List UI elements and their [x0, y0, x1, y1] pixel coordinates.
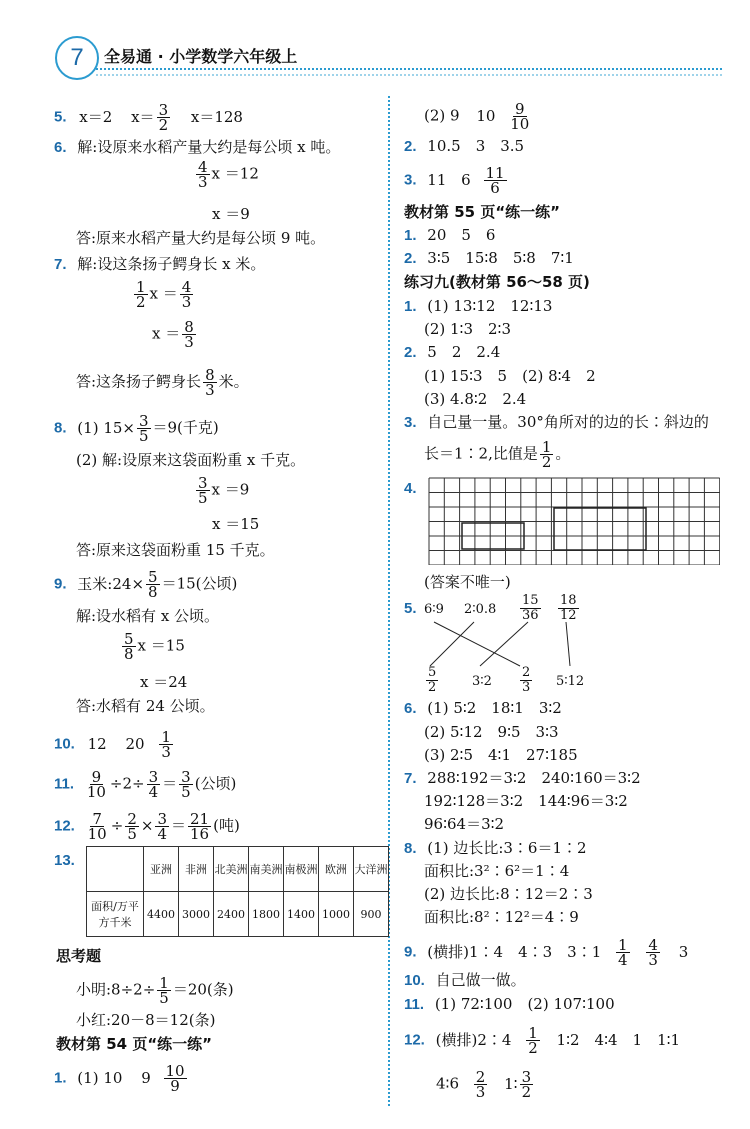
q-number: 10.: [54, 735, 75, 753]
table-cell: 1000: [319, 892, 354, 937]
table-cell: 1400: [284, 892, 319, 937]
den: 3: [184, 333, 194, 351]
ans-text: 答:这条扬子鳄身长: [76, 372, 202, 391]
fraction: [180, 280, 194, 309]
den: 2: [541, 453, 552, 471]
q-number: 7.: [404, 770, 417, 787]
q6-answer: 答:原来水稻产量大约是每公顷 9 吨。: [76, 229, 326, 247]
match-line: [480, 622, 528, 666]
text: (横排)1∶4 4∶3 3∶1: [427, 942, 602, 961]
text: 5 2 2.4: [427, 343, 501, 361]
fraction: [159, 730, 173, 759]
eq-rest: x ＝9: [211, 480, 250, 499]
match-top-4: [556, 594, 581, 623]
text: 1∶2 4∶4 1 1∶1: [556, 1030, 681, 1049]
num: 1: [541, 438, 552, 456]
num: 7: [92, 810, 102, 828]
ex9-q7: [404, 768, 641, 789]
table-cell: 900: [354, 892, 389, 937]
num: 1: [159, 974, 169, 992]
fraction: [520, 594, 541, 623]
fraction: [484, 166, 507, 195]
fraction: [137, 414, 151, 443]
q5-b: x＝: [131, 107, 155, 126]
ex9-q6: [404, 698, 562, 719]
table-cell: [87, 847, 144, 892]
ex9-q4-note: (答案不唯一): [424, 573, 511, 591]
ex9-q1: [404, 296, 552, 317]
den: 2: [428, 680, 437, 695]
q8-eq1: [194, 476, 249, 505]
q-number: 1.: [404, 227, 417, 244]
num: 3: [198, 474, 208, 492]
q-number: 6.: [54, 139, 67, 156]
num: 1: [136, 278, 146, 296]
text: 20 5 6: [427, 226, 496, 244]
q9-eq2: x ＝24: [140, 673, 188, 691]
q-number: 8.: [54, 419, 67, 437]
q-number: 13.: [54, 852, 75, 869]
num: 4: [181, 278, 192, 296]
fraction: [164, 1064, 187, 1093]
q-number: 3.: [404, 414, 417, 431]
fraction: [520, 1070, 534, 1099]
ex9-q2: [404, 342, 500, 363]
unit: (吨): [213, 816, 240, 835]
r2: [404, 136, 524, 157]
ex9-q3b: [424, 440, 570, 469]
ex9-q10: [404, 970, 526, 991]
num: 3: [158, 101, 169, 119]
ex9-q5: [404, 598, 417, 619]
q-number: 4.: [404, 480, 417, 497]
ex9-q12: [404, 1026, 680, 1055]
section-title-p54: 教材第 54 页“练一练”: [56, 1035, 213, 1053]
fraction: [203, 368, 217, 397]
num: 3: [157, 810, 167, 828]
ex9-q8d: 面积比:8²∶12²＝4∶9: [424, 908, 579, 926]
ex9-q4: [404, 478, 417, 499]
text: 288∶192＝3∶2 240∶160＝3∶2: [427, 769, 641, 787]
text: (2) 9: [424, 106, 460, 125]
num: 1: [618, 936, 628, 954]
num: 5: [148, 568, 158, 586]
q5-c: x＝128: [190, 107, 243, 126]
matching-lines: [420, 620, 600, 670]
table-cell: 欧洲: [319, 847, 354, 892]
den: 10: [86, 783, 106, 801]
q8: [54, 414, 219, 443]
table-cell: 南美洲: [249, 847, 284, 892]
num: 21: [190, 810, 210, 828]
fraction: [85, 770, 108, 799]
op: ÷: [110, 816, 124, 835]
q-number: 12.: [404, 1031, 425, 1049]
q9: [54, 570, 237, 599]
ex9-q6c: (3) 2∶5 4∶1 27∶185: [424, 746, 578, 764]
op: ＝: [162, 774, 178, 793]
table-cell: 2400: [214, 892, 249, 937]
q-number: 11.: [54, 775, 75, 793]
match-line: [430, 622, 474, 666]
match-bot-1: [424, 666, 440, 695]
ex9-q7b: 192∶128＝3∶2 144∶96＝3∶2: [424, 792, 628, 810]
num: 9: [91, 768, 102, 786]
den: 2: [158, 116, 169, 134]
header-rule-2: [96, 74, 722, 76]
num: 2: [127, 810, 137, 828]
large-rectangle: [554, 508, 646, 550]
ex9-q6b: (2) 5∶12 9∶5 3∶3: [424, 723, 559, 741]
den: 3: [648, 951, 658, 969]
q-number: 8.: [404, 840, 417, 857]
text: 3: [678, 942, 689, 961]
fraction: [526, 1026, 540, 1055]
fraction: [520, 666, 532, 695]
column-divider: [388, 96, 390, 1106]
q9-l1b: ＝15(公顷): [161, 574, 238, 593]
num: 8: [205, 366, 215, 384]
table-row: [87, 892, 389, 937]
den: 4: [618, 951, 628, 969]
q10-b: 20: [125, 734, 145, 753]
table-header-row: [87, 847, 389, 892]
q7-eq2: [152, 320, 198, 349]
den: 3: [205, 381, 215, 399]
text: ＝20(条): [172, 980, 234, 999]
eq-rest: x ＝15: [137, 636, 185, 655]
table-cell: 大洋洲: [354, 847, 389, 892]
q8-answer: 答:原来这袋面粉重 15 千克。: [76, 541, 275, 559]
num: 5: [428, 665, 437, 680]
num: 8: [184, 318, 194, 336]
q8-p1b: ＝9(千克): [152, 418, 219, 437]
eq-mid: x ＝: [149, 284, 178, 303]
text: 10: [476, 106, 496, 125]
text: 。: [555, 444, 571, 463]
num: 3: [148, 768, 159, 786]
text: 9: [141, 1068, 151, 1087]
q9-eq1: [120, 632, 185, 661]
q6-eq1: [194, 160, 259, 189]
match-top-2: 2∶0.8: [464, 602, 497, 617]
den: 4: [157, 825, 167, 843]
ex9-q7c: 96∶64＝3∶2: [424, 815, 505, 833]
q6-eq2: x ＝9: [212, 205, 250, 223]
fraction: [147, 770, 161, 799]
unit: (公顷): [194, 774, 237, 793]
text: 10.5 3 3.5: [427, 137, 525, 155]
num: 4: [648, 936, 658, 954]
num: 3: [521, 1068, 532, 1086]
fraction: [182, 320, 196, 349]
table-cell: 3000: [179, 892, 214, 937]
q-number: 11.: [404, 996, 425, 1013]
text: (1) 72∶100 (2) 107∶100: [434, 995, 615, 1013]
text: 3∶5 15∶8 5∶8 7∶1: [427, 249, 574, 267]
op: ÷2÷: [109, 774, 145, 793]
fraction: [86, 812, 109, 841]
q7: [54, 254, 265, 275]
den: 3: [475, 1083, 486, 1101]
ex9-q2b: (1) 15∶3 5 (2) 8∶4 2: [424, 367, 596, 385]
den: 10: [87, 825, 107, 843]
match-top-3: [518, 594, 543, 623]
text: (1) 5∶2 18∶1 3∶2: [427, 699, 562, 717]
q10-a: 12: [87, 734, 107, 753]
den: 5: [181, 783, 191, 801]
fraction: [188, 812, 211, 841]
table-row-label: 面积/万平方千米: [87, 892, 144, 937]
den: 2: [521, 1083, 532, 1101]
q-number: 12.: [54, 817, 75, 835]
match-bot-2: 3∶2: [472, 674, 492, 689]
ex9-q8b: 面积比:3²∶6²＝1∶4: [424, 862, 570, 880]
match-bot-3: [518, 666, 534, 695]
fraction: [616, 938, 630, 967]
r0: [424, 102, 533, 131]
ex9-q11: [404, 994, 615, 1015]
den: 5: [127, 825, 137, 843]
q10: [54, 730, 175, 759]
op: ×: [140, 816, 154, 835]
num: 3: [138, 412, 149, 430]
q-number: 2.: [404, 138, 417, 155]
num: 18: [560, 593, 577, 608]
den: 36: [522, 608, 539, 623]
fraction: [540, 440, 554, 469]
ex9-q9: [404, 938, 688, 967]
text: 11: [427, 170, 447, 189]
fraction: [196, 160, 210, 189]
ex9-q8c: (2) 边长比:8∶12＝2∶3: [424, 885, 593, 903]
q11: [54, 770, 236, 799]
q13: [54, 850, 75, 871]
r3: [404, 166, 509, 195]
ex9-q1b: (2) 1∶3 2∶3: [424, 320, 511, 338]
den: 3: [522, 680, 531, 695]
text: (1) 10: [77, 1068, 123, 1087]
fraction: [558, 594, 579, 623]
fraction: [155, 812, 169, 841]
p54-q1: [54, 1064, 189, 1093]
den: 2: [136, 293, 146, 311]
q5: [54, 103, 243, 132]
match-bot-4: 5∶12: [556, 674, 585, 689]
text: 4∶6: [436, 1074, 459, 1093]
q9-l1: 玉米:24×: [77, 574, 145, 593]
table-cell: 南极洲: [284, 847, 319, 892]
page-number-badge: [55, 36, 99, 80]
den: 3: [181, 293, 192, 311]
fraction: [179, 770, 193, 799]
fraction: [426, 666, 438, 695]
q12: [54, 812, 240, 841]
section-title-p55: 教材第 55 页“练一练”: [404, 203, 561, 221]
section-title-ex9: 练习九(教材第 56～58 页): [404, 273, 590, 291]
text: (横排)2∶4: [435, 1030, 512, 1049]
den: 5: [159, 989, 169, 1007]
q5-a: x＝2: [79, 107, 113, 126]
q7-answer: [76, 368, 249, 397]
num: 15: [522, 593, 539, 608]
q-number: 1.: [404, 298, 417, 315]
q9-answer: 答:水稻有 24 公顷。: [76, 697, 215, 715]
header-rule: [96, 68, 722, 70]
text: 长＝1∶2,比值是: [424, 444, 538, 463]
num: 3: [181, 768, 191, 786]
op: ＝: [170, 816, 186, 835]
page-number: 7: [70, 44, 84, 71]
match-line: [566, 622, 570, 666]
table-cell: 1800: [249, 892, 284, 937]
num: 2: [475, 1068, 486, 1086]
q-number: 10.: [404, 972, 425, 989]
q-number: 5.: [54, 108, 67, 126]
num: 5: [124, 630, 134, 648]
table-cell: 亚洲: [144, 847, 179, 892]
ex9-q2c: (3) 4.8∶2 2.4: [424, 390, 527, 408]
think-l1: [76, 976, 234, 1005]
den: 10: [510, 115, 530, 133]
text: 1∶: [504, 1074, 518, 1093]
q-number: 5.: [404, 600, 417, 617]
q-number: 7.: [54, 256, 67, 273]
q-number: 6.: [404, 700, 417, 717]
ans-text: 米。: [218, 372, 249, 391]
eq-left: x ＝: [152, 324, 181, 343]
eq-rest: x ＝12: [211, 164, 259, 183]
num: 2: [522, 665, 531, 680]
num: 1: [161, 728, 171, 746]
den: 8: [148, 583, 158, 601]
fraction: [125, 812, 139, 841]
den: 12: [560, 608, 577, 623]
den: 4: [148, 783, 159, 801]
table-cell: 4400: [144, 892, 179, 937]
den: 9: [170, 1077, 180, 1095]
num: 9: [514, 100, 525, 118]
q-number: 3.: [404, 171, 417, 189]
den: 3: [198, 173, 208, 191]
text: 自己做一做。: [435, 971, 526, 989]
q8-p1: (1) 15×: [77, 418, 135, 437]
den: 2: [528, 1039, 538, 1057]
ex9-q12-line2: [436, 1070, 535, 1099]
q-number: 1.: [54, 1069, 67, 1087]
fraction: [646, 938, 660, 967]
table-cell: 非洲: [179, 847, 214, 892]
q-number: 9.: [54, 575, 67, 593]
match-line: [434, 622, 520, 666]
q6: [54, 137, 340, 158]
p55-q2: [404, 248, 574, 269]
fraction: [474, 1070, 488, 1099]
text: 6: [461, 170, 471, 189]
q7-line1: 解:设这条扬子鳄身长 x 米。: [77, 255, 266, 273]
fraction: [122, 632, 136, 661]
text: 自己量一量。30°角所对的边的长∶斜边的: [427, 413, 709, 431]
num: 1: [528, 1024, 538, 1042]
fraction: [508, 102, 531, 131]
num: 4: [198, 158, 208, 176]
fraction: [157, 976, 171, 1005]
think-title: 思考题: [56, 947, 102, 965]
match-top-1: 6∶9: [424, 602, 444, 617]
q-number: 2.: [404, 250, 417, 267]
q8-eq2: x ＝15: [212, 515, 260, 533]
fraction: [146, 570, 160, 599]
den: 3: [161, 743, 171, 761]
q8-p2: (2) 解:设原来这袋面粉重 x 千克。: [76, 451, 306, 469]
den: 16: [190, 825, 210, 843]
den: 8: [124, 645, 134, 663]
p55-q1: [404, 225, 495, 246]
num: 11: [485, 164, 505, 182]
den: 6: [490, 179, 500, 197]
q9-l2: 解:设水稻有 x 公顷。: [76, 607, 220, 625]
table-cell: 北美洲: [214, 847, 249, 892]
q7-eq1: [132, 280, 195, 309]
text: (1) 13∶12 12∶13: [427, 297, 553, 315]
ex9-q3: [404, 412, 709, 433]
den: 5: [198, 489, 208, 507]
num: 10: [165, 1062, 185, 1080]
ex9-q8: [404, 838, 587, 859]
q6-line1: 解:设原来水稻产量大约是每公顷 x 吨。: [77, 138, 341, 156]
fraction: [157, 103, 171, 132]
grid-figure: [428, 477, 720, 565]
fraction: [134, 280, 148, 309]
header-title: 全易通 · 小学数学六年级上: [104, 47, 298, 66]
text: (1) 边长比:3∶6＝1∶2: [427, 839, 587, 857]
text: 小明:8÷2÷: [76, 980, 156, 999]
q-number: 2.: [404, 344, 417, 361]
q-number: 9.: [404, 943, 417, 961]
continent-area-table: [86, 846, 389, 937]
think-l2: 小红:20－8＝12(条): [76, 1011, 216, 1029]
den: 5: [138, 427, 149, 445]
fraction: [196, 476, 210, 505]
